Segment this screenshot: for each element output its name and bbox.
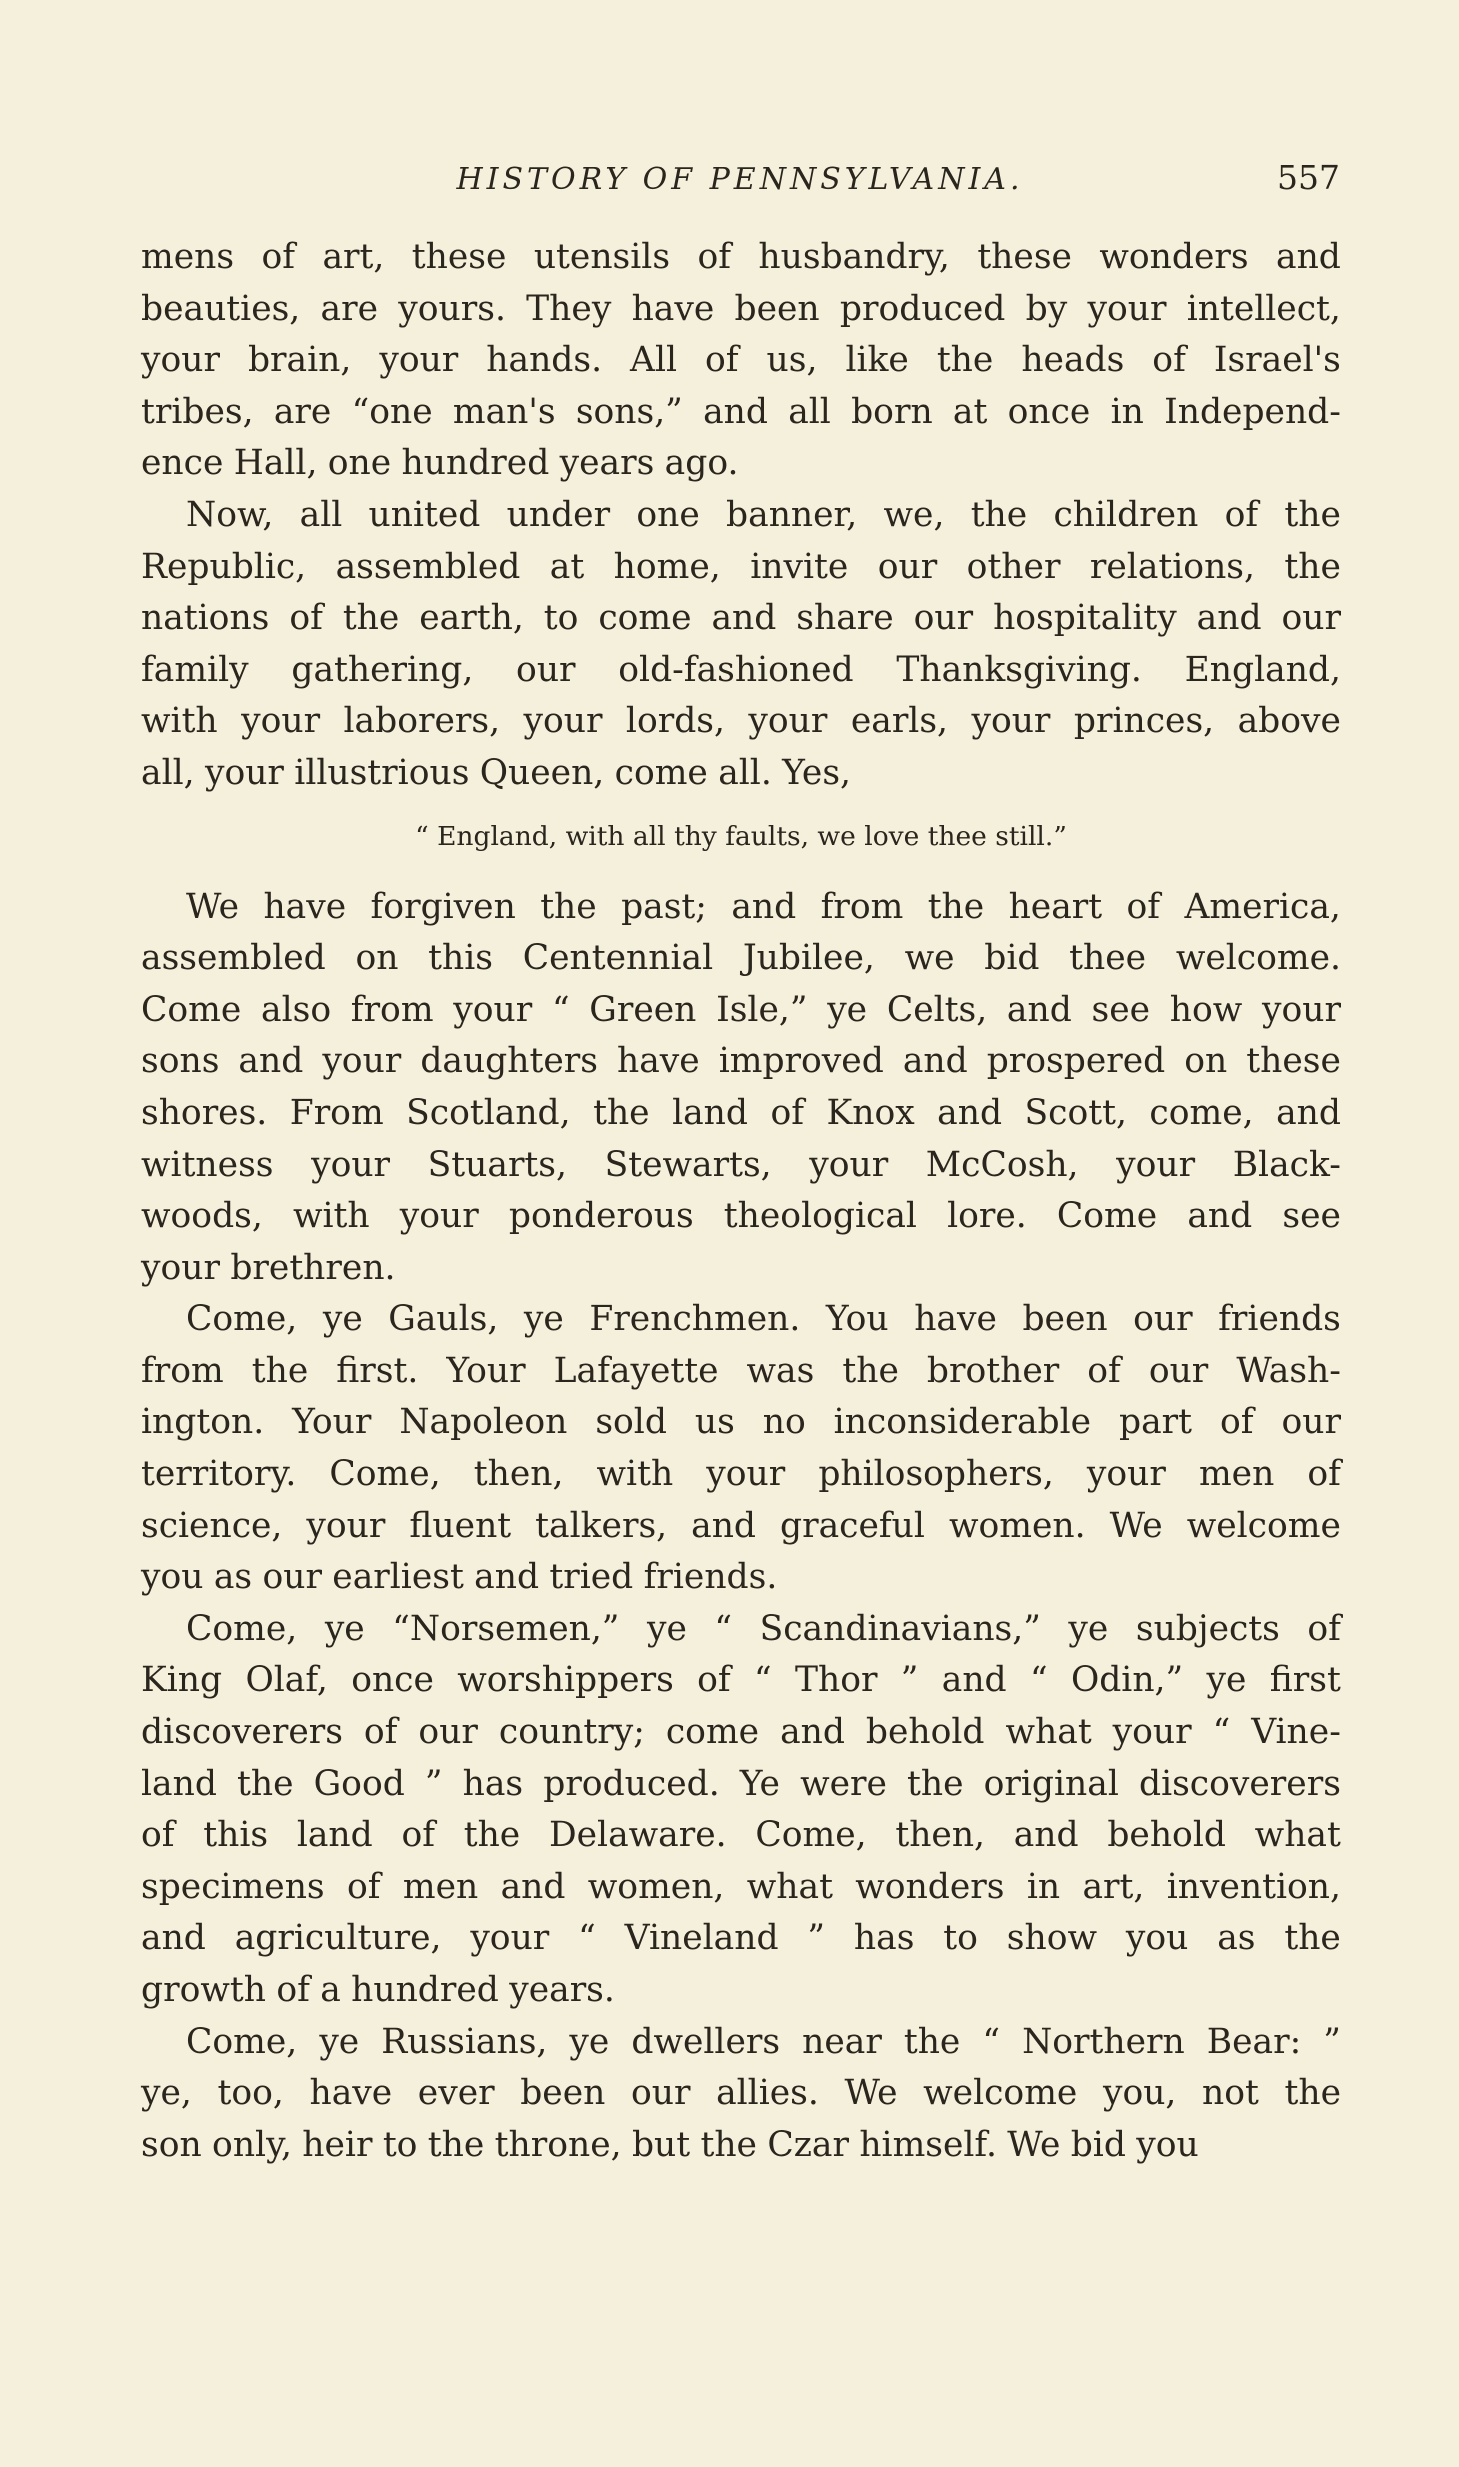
- text-line: you as our earliest and tried friends.: [141, 1557, 778, 1598]
- text-line: land the Good ” has produced. Ye were the original discoverers: [141, 1763, 1341, 1804]
- paragraph: [141, 882, 1341, 1295]
- text-line: mens of art, these utensils of husbandry, these wonders and: [141, 237, 1341, 277]
- running-title: HISTORY OF PENNSYLVANIA.: [456, 162, 1024, 197]
- text-line: and agriculture, your “ Vineland ” has to show you as the: [141, 1918, 1341, 1959]
- text-line: your brain, your hands. All of us, like the heads of Israel's: [141, 340, 1341, 381]
- text-line: specimens of men and women, what wonders in art, invention,: [141, 1866, 1341, 1907]
- text-line: tribes, are “one man's sons,” and all born at once in Independ-: [141, 391, 1341, 432]
- text-line: of this land of the Delaware. Come, then, and behold what: [141, 1815, 1341, 1856]
- paragraph: [141, 1604, 1341, 2017]
- text-line: witness your Stuarts, Stewarts, your McCosh, your Black-: [141, 1144, 1341, 1185]
- text-line: from the first. Your Lafayette was the brother of our Wash-: [141, 1350, 1341, 1391]
- text-line: beauties, are yours. They have been produced by your intellect,: [141, 288, 1341, 329]
- text-line: territory. Come, then, with your philosophers, your men of: [141, 1454, 1341, 1495]
- text-line: ington. Your Napoleon sold us no inconsiderable part of our: [141, 1402, 1341, 1443]
- paragraph: [141, 232, 1341, 490]
- text-line: assembled on this Centennial Jubilee, we bid thee welcome.: [141, 938, 1341, 979]
- body-text: [141, 232, 1341, 2171]
- paragraph: [141, 2017, 1341, 2172]
- text-line: King Olaf, once worshippers of “ Thor ” and “ Odin,” ye first: [141, 1660, 1341, 1701]
- text-line: We have forgiven the past; and from the heart of America,: [186, 886, 1341, 927]
- block-quote: “ England, with all thy faults, we love thee still.”: [415, 820, 1067, 852]
- text-line: Republic, assembled at home, invite our other relations, the: [141, 546, 1341, 587]
- paragraph: [141, 1294, 1341, 1604]
- page-number: 557: [1277, 158, 1340, 197]
- page-header: [140, 158, 1340, 208]
- text-line: shores. From Scotland, the land of Knox and Scott, come, and: [141, 1092, 1341, 1133]
- text-line: Come, ye Russians, ye dwellers near the “ Northern Bear: ”: [186, 2021, 1341, 2062]
- text-line: all, your illustrious Queen, come all. Yes,: [141, 752, 852, 793]
- text-line: Now, all united under one banner, we, the children of the: [186, 494, 1341, 535]
- paragraph: [141, 490, 1341, 800]
- text-line: son only, heir to the throne, but the Czar himself. We bid you: [141, 2124, 1199, 2165]
- text-line: your brethren.: [141, 1247, 396, 1288]
- text-line: with your laborers, your lords, your earls, your princes, above: [141, 701, 1341, 742]
- text-line: discoverers of our country; come and behold what your “ Vine-: [141, 1712, 1341, 1753]
- text-line: ence Hall, one hundred years ago.: [141, 443, 739, 484]
- text-line: science, your fluent talkers, and graceful women. We welcome: [141, 1505, 1341, 1546]
- text-line: sons and your daughters have improved and prospered on these: [141, 1041, 1341, 1082]
- text-line: ye, too, have ever been our allies. We welcome you, not the: [141, 2073, 1341, 2114]
- text-line: nations of the earth, to come and share our hospitality and our: [141, 598, 1341, 639]
- text-line: Come, ye “Norsemen,” ye “ Scandinavians,” ye subjects of: [186, 1608, 1341, 1649]
- text-line: family gathering, our old-fashioned Thanksgiving. England,: [141, 649, 1341, 690]
- text-line: Come also from your “ Green Isle,” ye Celts, and see how your: [141, 989, 1341, 1030]
- text-line: Come, ye Gauls, ye Frenchmen. You have been our friends: [186, 1299, 1341, 1340]
- text-line: woods, with your ponderous theological lore. Come and see: [141, 1196, 1341, 1237]
- text-line: growth of a hundred years.: [141, 1970, 615, 2010]
